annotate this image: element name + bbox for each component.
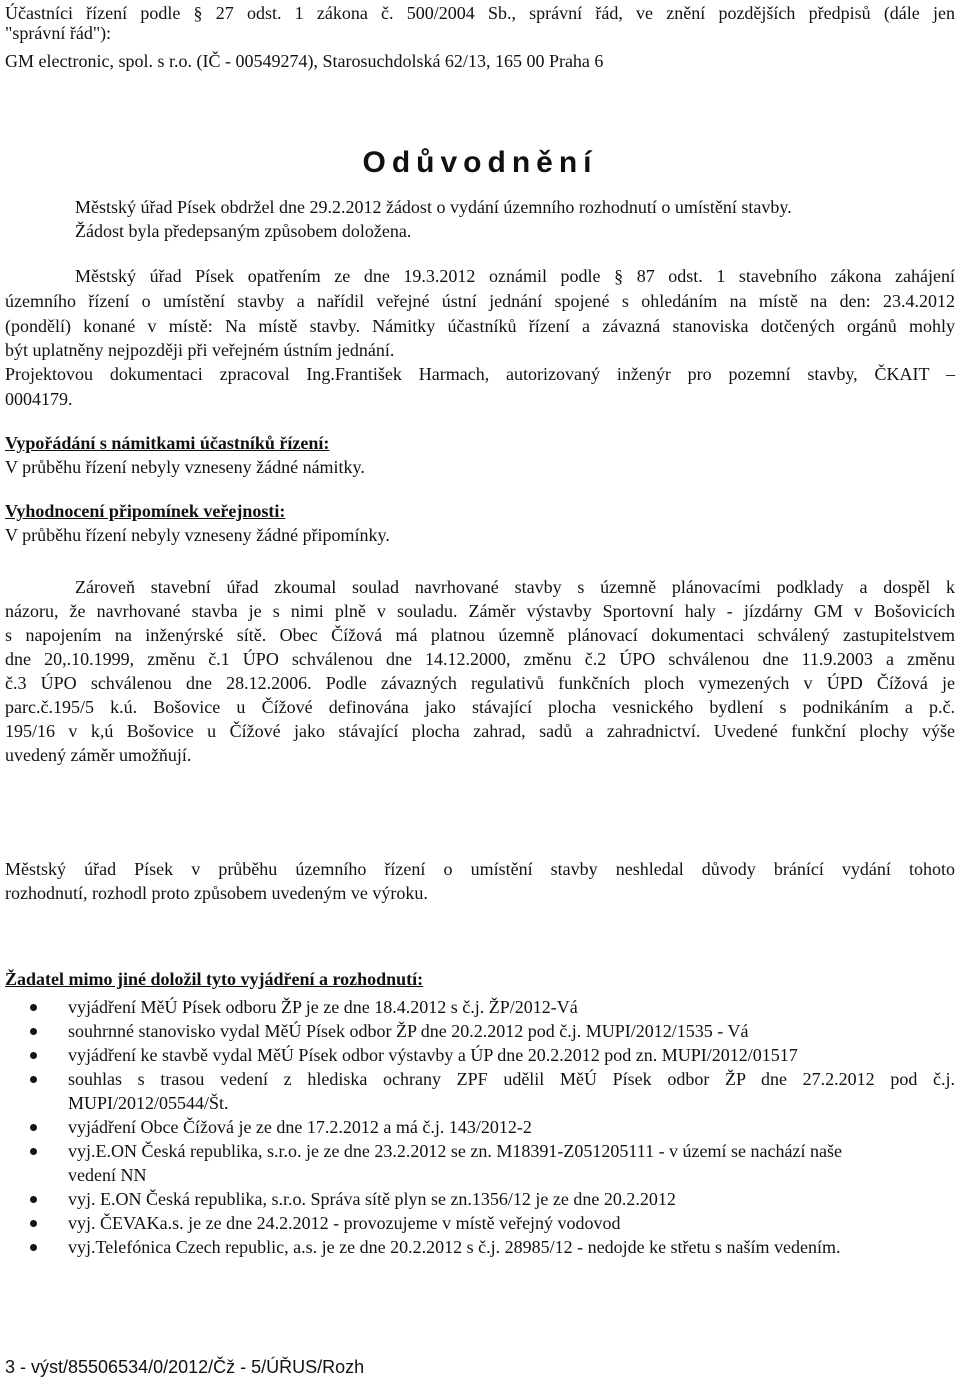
bullet-icon <box>30 1124 37 1131</box>
list-item: vyjádření Obce Čížová je ze dne 17.2.2012 a má č.j. 143/2012-2 <box>68 1117 532 1137</box>
para1-line-3: (pondělí) konané v místě: Na místě stavby. Námitky účastníků řízení a závazná stanoviska dotčených orgánů mohly <box>5 316 955 336</box>
para2-line-8: uvedený záměr umožňují. <box>5 745 192 765</box>
bullet-icon <box>30 1004 37 1011</box>
comments-heading: Vyhodnocení připomínek veřejnosti: <box>5 501 286 521</box>
para1-line-1: Městský úřad Písek opatřením ze dne 19.3.2012 oznámil podle § 87 odst. 1 stavebního zákona zahájení <box>75 266 955 286</box>
bullet-icon <box>30 1028 37 1035</box>
para1-line-4: být uplatněny nejpozději při veřejném ústním jednání. <box>5 340 395 360</box>
participants-line-3: GM electronic, spol. s r.o. (IČ - 00549274), Starosuchdolská 62/13, 165 00 Praha 6 <box>5 51 604 71</box>
page-title: Odůvodnění <box>362 146 598 179</box>
list-item: souhlas s trasou vedení z hlediska ochrany ZPF udělil MěÚ Písek odbor ŽP dne 27.2.2012 pod č.j. <box>68 1069 955 1089</box>
para2-line-1: Zároveň stavební úřad zkoumal soulad navrhované stavby s územně plánovacími podklady a dospěl k <box>75 577 955 597</box>
list-item-continuation: MUPI/2012/05544/Št. <box>68 1093 229 1113</box>
intro-line-2: Žádost byla předepsaným způsobem doložena. <box>75 221 412 241</box>
document-reference-footer: 3 - výst/85506534/0/2012/Čž - 5/ÚŘUS/Rozh <box>5 1357 365 1377</box>
para3-line-2: rozhodnutí, rozhodl proto způsobem uvedeným ve výroku. <box>5 883 428 903</box>
para2-line-5: č.3 ÚPO schválenou dne 28.12.2006. Podle závazných regulativů funkčních ploch vymezených v ÚPD Čížová je <box>5 673 955 693</box>
bullet-icon <box>30 1052 37 1059</box>
para2-line-7: 195/16 v k,ú Bošovice u Čížové jako stávající plocha zahrad, sadů a zahradnictví. Uvedené funkční plochy výše <box>5 721 955 741</box>
participants-line-1: Účastníci řízení podle § 27 odst. 1 zákona č. 500/2004 Sb., správní řád, ve znění pozdějších předpisů (dále jen <box>5 3 955 23</box>
list-item: vyjádření ke stavbě vydal MěÚ Písek odbor výstavby a ÚP dne 20.2.2012 pod zn. MUPI/2012/01517 <box>68 1045 798 1065</box>
para2-line-3: s napojením na inženýrské sítě. Obec Čížová má platnou územně plánovací dokumentaci schválený zastupitelstvem <box>5 625 955 645</box>
comments-text: V průběhu řízení nebyly vzneseny žádné připomínky. <box>5 525 390 545</box>
applicant-heading: Žadatel mimo jiné doložil tyto vyjádření a rozhodnutí: <box>5 969 424 989</box>
list-item: vyj.Telefónica Czech republic, a.s. je ze dne 20.2.2012 s č.j. 28985/12 - nedojde ke střetu s naším vedením. <box>68 1237 841 1257</box>
list-item: vyj. ČEVAKa.s. je ze dne 24.2.2012 - provozujeme v místě veřejný vodovod <box>68 1213 621 1233</box>
para1-line-6: 0004179. <box>5 389 73 409</box>
para1-line-2: územního řízení o umístění stavby a nařídil veřejné ústní jednání spojené s ohledáním na místě na den: 23.4.2012 <box>5 291 955 311</box>
list-item-continuation: vedení NN <box>68 1165 147 1185</box>
bullet-icon <box>30 1220 37 1227</box>
objections-text: V průběhu řízení nebyly vzneseny žádné námitky. <box>5 457 365 477</box>
bullet-icon <box>30 1244 37 1251</box>
bullet-icon <box>30 1196 37 1203</box>
bullet-icon <box>30 1148 37 1155</box>
para2-line-2: názoru, že navrhované stavba je s nimi plně v souladu. Záměr výstavby Sportovní haly - jízdárny GM v Bošovicích <box>5 601 955 621</box>
list-item: vyj.E.ON Česká republika, s.r.o. je ze dne 23.2.2012 se zn. M18391-Z051205111 - v území se nachází naše <box>68 1141 842 1161</box>
objections-heading: Vypořádání s námitkami účastníků řízení: <box>5 433 330 453</box>
list-item: vyj. E.ON Česká republika, s.r.o. Správa sítě plyn se zn.1356/12 je ze dne 20.2.2012 <box>68 1189 676 1209</box>
para3-line-1: Městský úřad Písek v průběhu územního řízení o umístění stavby neshledal důvody bránící vydání tohoto <box>5 859 955 879</box>
para2-line-6: parc.č.195/5 k.ú. Bošovice u Čížové definována jako stávající plocha vesnického bydlení s podnikáním a p.č. <box>5 697 955 717</box>
bullet-icon <box>30 1076 37 1083</box>
participants-line-2: "správní řád"): <box>5 23 112 43</box>
intro-line-1: Městský úřad Písek obdržel dne 29.2.2012 žádost o vydání územního rozhodnutí o umístění stavby. <box>75 197 792 217</box>
para2-line-4: dne 20,.10.1999, změnu č.1 ÚPO schválenou dne 14.12.2000, změnu č.2 ÚPO schválenou dne 11.9.2003 a změnu <box>5 649 955 669</box>
para1-line-5: Projektovou dokumentaci zpracoval Ing.František Harmach, autorizovaný inženýr pro pozemní stavby, ČKAIT – <box>5 364 955 384</box>
list-item: vyjádření MěÚ Písek odboru ŽP je ze dne 18.4.2012 s č.j. ŽP/2012-Vá <box>68 997 578 1017</box>
list-item: souhrnné stanovisko vydal MěÚ Písek odbor ŽP dne 20.2.2012 pod č.j. MUPI/2012/1535 - Vá <box>68 1021 749 1041</box>
